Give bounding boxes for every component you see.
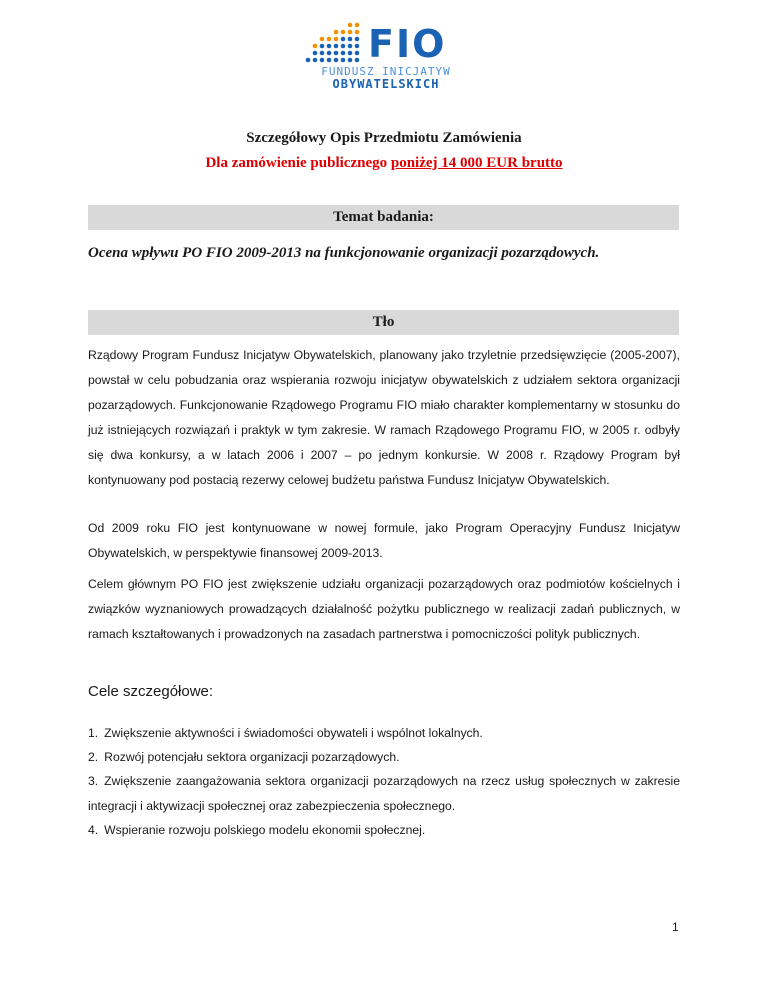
list-item-text: Zwiększenie aktywności i świadomości obywateli i wspólnot lokalnych. bbox=[104, 726, 483, 740]
list-item-number: 2. bbox=[88, 750, 99, 764]
logo-subtitle-line1: FUNDUSZ INICJATYW bbox=[321, 65, 451, 78]
list-item-text: Wspieranie rozwoju polskiego modelu ekonomii społecznej. bbox=[104, 823, 426, 837]
list-item bbox=[88, 769, 680, 819]
paragraph: Rządowy Program Fundusz Inicjatyw Obywatelskich, planowany jako trzyletnie przedsięwzięcie (2005-2007), powstał w celu pobudzania oraz wspierania rozwoju inicjatyw obywatelskich z udziałem sektora organizacji pozarządowych. Funkcjonowanie Rządowego Programu FIO miało charakter komplementarny w stosunku do już istniejących rozwiązań i praktyk w tym zakresie. W ramach Rządowego Programu FIO, w 2005 r. odbyły się dwa konkursy, a w latach 2006 i 2007 – po jednym konkursie. W 2008 r. Rządowy Program był kontynuowany pod postacią rezerwy celowej budżetu państwa Fundusz Inicjatyw Obywatelskich. bbox=[88, 348, 680, 487]
logo-dots-graphic bbox=[300, 22, 370, 66]
subtitle-prefix: Dla zamówienie publicznego bbox=[205, 155, 391, 171]
list-item bbox=[88, 818, 680, 843]
fio-logo bbox=[300, 22, 470, 94]
list-item bbox=[88, 721, 680, 746]
list-item-number: 1. bbox=[88, 726, 99, 740]
section-bar-topic: Temat badania: bbox=[88, 205, 679, 230]
goals-heading: Cele szczegółowe: bbox=[88, 683, 214, 700]
list-item-text: Rozwój potencjału sektora organizacji pozarządowych. bbox=[104, 750, 400, 764]
list-item-number: 3. bbox=[88, 774, 99, 788]
topic-text: Ocena wpływu PO FIO 2009-2013 na funkcjonowanie organizacji pozarządowych. bbox=[88, 245, 600, 261]
logo-subtitle-line2: OBYWATELSKICH bbox=[332, 77, 440, 91]
subtitle-underlined: poniżej 14 000 EUR brutto bbox=[390, 155, 563, 171]
paragraph: Od 2009 roku FIO jest kontynuowane w nowej formule, jako Program Operacyjny Fundusz Inicjatyw Obywatelskich, w perspektywie finansowej 2009-2013. bbox=[88, 521, 680, 560]
logo-wordmark: FIO bbox=[368, 22, 447, 66]
document-title: Szczegółowy Opis Przedmiotu Zamówienia bbox=[246, 130, 522, 146]
list-item bbox=[88, 745, 680, 770]
paragraph: Celem głównym PO FIO jest zwiększenie udziału organizacji pozarządowych oraz podmiotów kościelnych i związków wyznaniowych prowadzących działalność pożytku publicznego w realizacji zadań publicznych, w ramach kształtowanych i prowadzonych na zasadach partnerstwa i pomocniczości polityk publicznych. bbox=[88, 577, 680, 641]
section-bar-background: Tło bbox=[88, 310, 679, 335]
page-number: 1 bbox=[672, 920, 679, 934]
list-item-number: 4. bbox=[88, 823, 99, 837]
document-subtitle bbox=[0, 155, 768, 172]
list-item-text: Zwiększenie zaangażowania sektora organizacji pozarządowych na rzecz usług społecznych w zakresie integracji i aktywizacji społecznej oraz zabezpieczenia społecznego. bbox=[88, 774, 680, 813]
